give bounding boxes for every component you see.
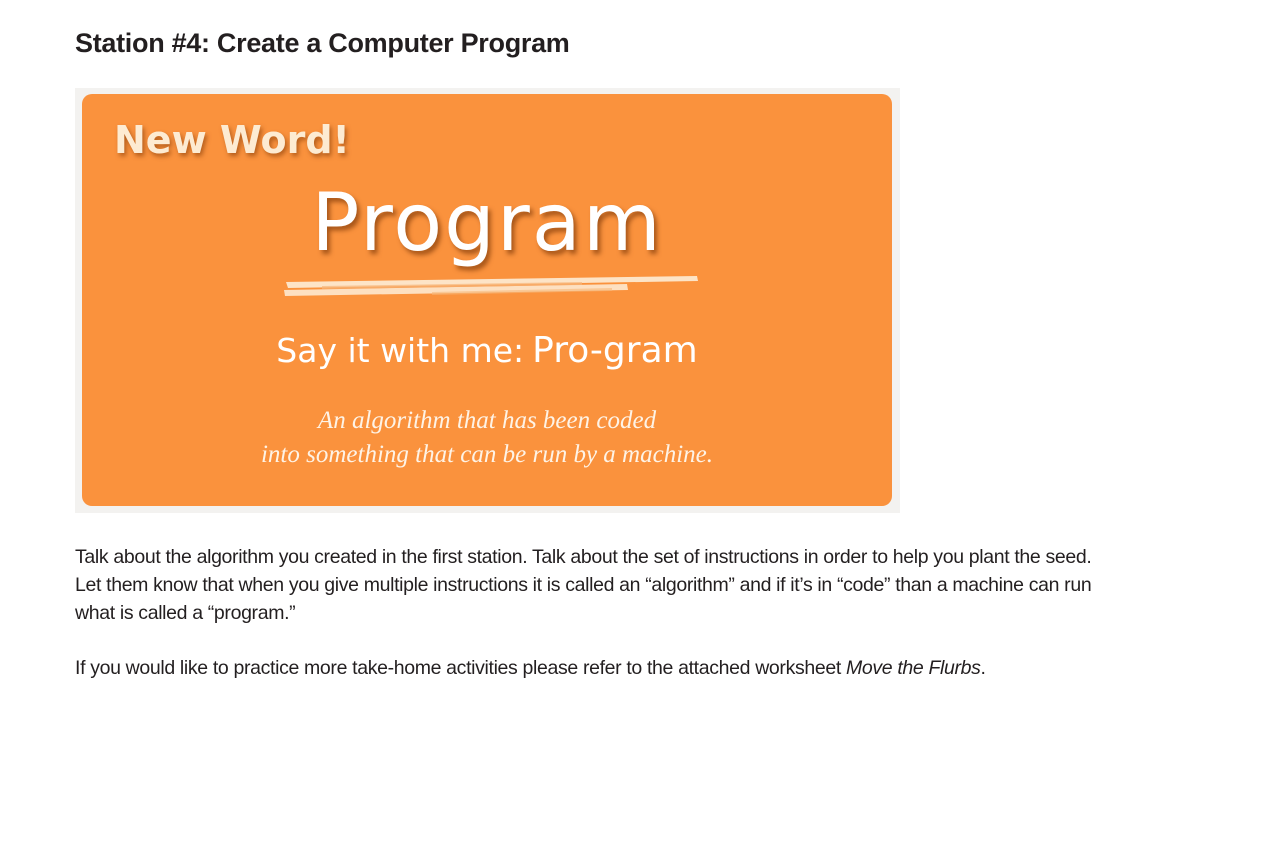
definition-line-1: An algorithm that has been coded <box>317 407 657 434</box>
vocab-word: Program <box>311 176 663 269</box>
definition-line-2: into something that can be run by a machine. <box>260 441 713 468</box>
worksheet-title: Move the Flurbs <box>845 657 981 679</box>
paragraph-line: Talk about the algorithm you created in the first station. Talk about the set of instructions in order to help you plant the seed. <box>75 546 1092 568</box>
vocab-card-frame <box>75 88 900 513</box>
brush-underline-icon <box>282 266 702 302</box>
paragraph-line: what is called a “program.” <box>75 602 296 624</box>
paragraph-algorithm <box>75 543 1195 627</box>
paragraph-worksheet <box>75 654 1195 682</box>
vocab-card <box>82 94 892 506</box>
worksheet-prefix: If you would like to practice more take-home activities please refer to the attached worksheet <box>75 657 846 679</box>
new-word-badge: New Word! <box>114 118 350 162</box>
worksheet-suffix: . <box>980 657 986 679</box>
body-text <box>75 543 1195 682</box>
pronunciation-word: Pro-gram <box>532 330 698 371</box>
page-title: Station #4: Create a Computer Program <box>75 28 570 58</box>
say-it-prefix: Say it with me: <box>276 331 525 370</box>
pronunciation-line <box>82 330 892 371</box>
vocab-definition <box>82 404 892 472</box>
paragraph-line: Let them know that when you give multiple instructions it is called an “algorithm” and if it’s in “code” than a machine can run <box>75 574 1092 596</box>
paragraph-line <box>75 654 1195 682</box>
